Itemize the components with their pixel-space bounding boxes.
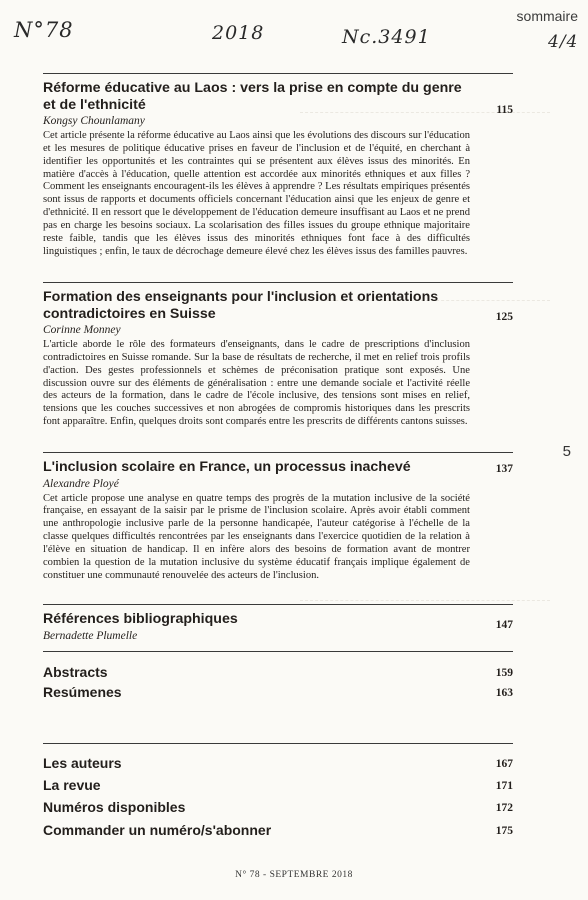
toc-section-page: 172 <box>495 802 513 814</box>
handwritten-reference: Nc.3491 <box>342 26 431 48</box>
article-author: Kongsy Chounlamany <box>43 115 145 127</box>
toc-section[interactable] <box>43 755 513 771</box>
side-page-number: 5 <box>562 443 571 460</box>
divider <box>43 452 513 453</box>
toc-section-label: Les auteurs <box>43 755 122 771</box>
show-through-line <box>300 600 550 601</box>
divider <box>43 73 513 74</box>
article-title[interactable]: Réforme éducative au Laos : vers la prise en compte du genre et de l'ethnicité <box>43 80 462 113</box>
toc-section-label: Numéros disponibles <box>43 799 186 815</box>
toc-article <box>43 80 513 258</box>
article-page-number: 137 <box>495 463 513 475</box>
toc-section-label: La revue <box>43 777 101 793</box>
handwritten-year: 2018 <box>212 22 265 44</box>
article-title[interactable]: L'inclusion scolaire en France, un processus inachevé <box>43 459 411 475</box>
divider <box>43 282 513 283</box>
handwritten-issue-number: N°78 <box>14 18 74 42</box>
divider <box>43 651 513 652</box>
toc-section-page: 167 <box>495 758 513 770</box>
toc-section[interactable] <box>43 822 513 838</box>
toc-section-label: Commander un numéro/s'abonner <box>43 822 272 838</box>
article-title[interactable]: Formation des enseignants pour l'inclusion et orientations contradictoires en Suisse <box>43 289 439 322</box>
toc-section-page: 171 <box>495 780 513 792</box>
article-author: Corinne Monney <box>43 324 121 336</box>
divider <box>43 604 513 605</box>
article-page-number: 147 <box>495 619 513 631</box>
page-footer: N° 78 - SEPTEMBRE 2018 <box>235 870 353 880</box>
handwritten-folio: 4/4 <box>548 32 579 52</box>
article-author: Alexandre Ployé <box>43 477 119 490</box>
toc-section[interactable] <box>43 777 513 793</box>
toc-section-page: 175 <box>495 825 513 837</box>
toc-section-label: Abstracts <box>43 664 108 680</box>
toc-section-page: 163 <box>495 687 513 699</box>
toc-article <box>43 289 513 429</box>
toc-section[interactable] <box>43 664 513 680</box>
toc-section-label: Resúmenes <box>43 684 122 700</box>
article-title[interactable]: Références bibliographiques <box>43 611 238 627</box>
toc-article <box>43 459 513 582</box>
toc-section[interactable] <box>43 799 513 815</box>
article-abstract: Cet article présente la réforme éducative au Laos ainsi que les évolutions des discours sur l'éducation et les mesures de politique éducative prises en faveur de l'inclusion et de l'équité, en cherchant à identifier les opportunités et les contraintes qui se présentent aux élèves issus des minorités. En matière d'accès à l'éducation, quelle attention est accordée aux minorités ethniques et aux filles ? Comment les enseignants encouragent-ils les élèves à apprendre ? Les résultats empiriques présentés sont issus de rapports et documents officiels concernant l'éducation ainsi que les enjeux de genre et d'ethnicité. Il en ressort que le développement de l'éducation demeure insuffisant au Laos et ne prend pas en charge les besoins sociaux. La scolarisation des filles issues du groupe ethnique majoritaire reste faible, tandis que les élèves issus des minorités ethniques font face à des difficultés linguistiques ; enfin, le taux de décrochage demeure élevé chez les élèves issus des familles pauvres. <box>43 130 470 257</box>
toc-section[interactable] <box>43 684 513 700</box>
article-abstract: Cet article propose une analyse en quatre temps des progrès de la mutation inclusive de la société française, en essayant de la saisir par le prisme de l'inclusion scolaire. Après avoir établi comment une anthropologie inclusive parle de la personne handicapée, l'auteur catégorise à l'échelle de la classe quelques difficultés rencontrées par les enseignants dans l'exercice quotidien de la relation à l'élève en situation de handicap. Il en infère alors des besoins de formation avant de montrer combien la question de la mutation inclusive du système éducatif français implique également de constituer une communauté renouvelée des acteurs de l'inclusion. <box>43 492 470 581</box>
article-author: Bernadette Plumelle <box>43 629 138 642</box>
toc-section-page: 159 <box>495 667 513 679</box>
section-header: sommaire <box>516 8 578 24</box>
article-page-number: 125 <box>495 311 513 323</box>
toc-article <box>43 611 513 643</box>
article-abstract: L'article aborde le rôle des formateurs d'enseignants, dans le cadre de prescriptions d'inclusion contradictoires en Suisse romande. Sur la base de résultats de recherche, il met en relief trois profils d'action. Des gestes professionnels et schèmes de préconisation pratique sont exposés. Une discussion ouvre sur des éléments de généralisation : entre une demande sociale et l'activité réelle des acteurs de la formation, dans le cadre de l'école inclusive, des tensions sont mises en relief, tensions que les couches successives et non abrogées de compromis historiques dans les prescrits font apparaître. Enfin, quelques droits sont comparés entre les prescrits de différents cantons suisses. <box>43 339 470 428</box>
divider <box>43 743 513 744</box>
article-page-number: 115 <box>496 104 513 116</box>
